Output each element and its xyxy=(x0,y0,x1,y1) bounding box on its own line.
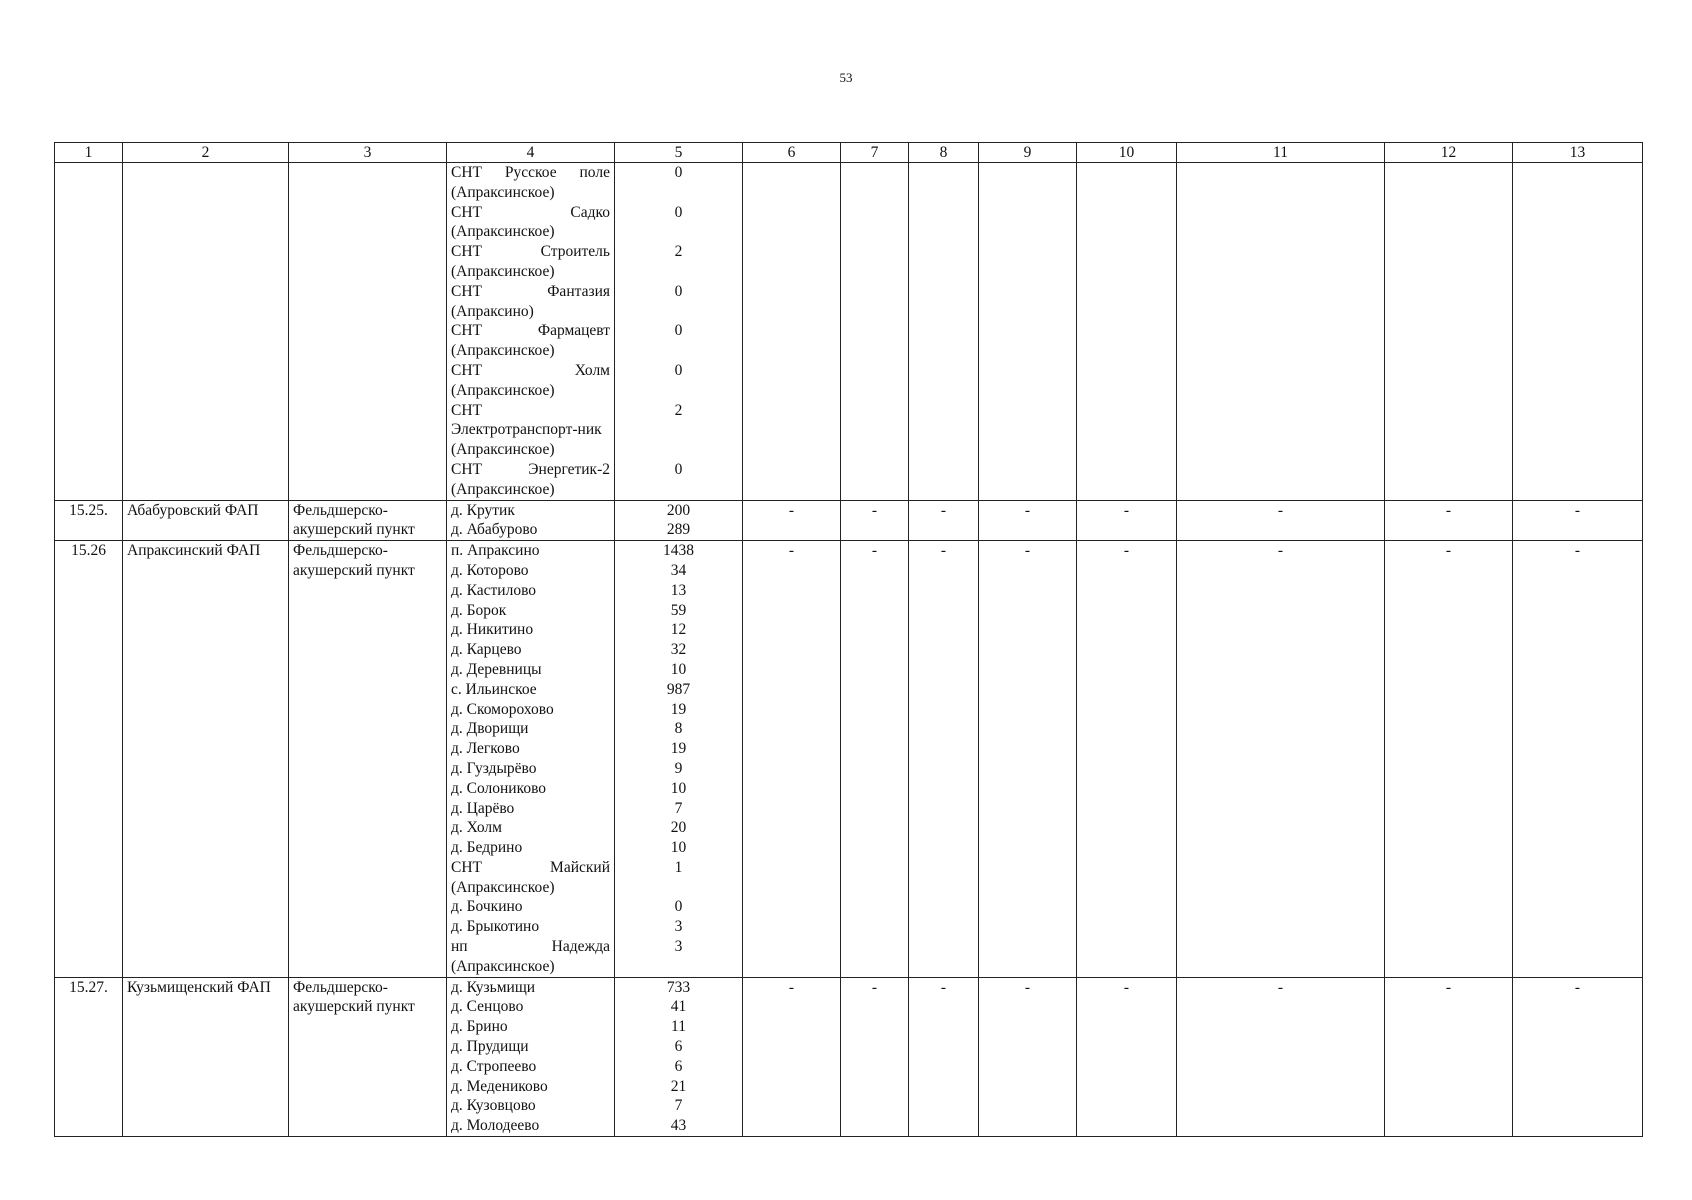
column-2-cell xyxy=(123,163,289,501)
population-value: 7 xyxy=(674,1097,683,1115)
dash-cell: - xyxy=(1177,500,1385,541)
settlement-name-line xyxy=(451,203,610,223)
settlement-cell xyxy=(447,977,615,1136)
dash-cell: - xyxy=(909,977,979,1136)
dash-cell: - xyxy=(1077,977,1177,1136)
settlement-entry xyxy=(451,799,610,819)
table-row xyxy=(55,500,1643,541)
settlement-name-rest: (Апраксинское) xyxy=(451,878,555,896)
settlement-word: СНТ xyxy=(451,401,482,419)
facility-name: Апраксинский ФАП xyxy=(123,541,289,978)
settlement-name-line xyxy=(451,282,610,302)
population-value: 3 xyxy=(674,938,683,956)
settlement-name: д. Царёво xyxy=(451,799,515,817)
dash-cell: - xyxy=(979,541,1077,978)
settlement-word: СНТ xyxy=(451,858,482,876)
settlement-name: д. Скоморохово xyxy=(451,700,554,718)
settlement-entry xyxy=(451,601,610,621)
dash-cell: - xyxy=(841,541,909,978)
settlement-name-line xyxy=(451,242,610,262)
settlement-name-rest: (Апраксино) xyxy=(451,302,534,320)
settlement-word: Надежда xyxy=(551,938,610,956)
settlement-entry xyxy=(451,640,610,660)
population-cell xyxy=(615,977,743,1136)
row-number: 15.25. xyxy=(55,500,123,541)
settlement-name-rest: Электротранспорт-ник (Апраксинское) xyxy=(451,421,602,459)
settlement-entry xyxy=(451,1077,610,1097)
settlement-entry xyxy=(451,620,610,640)
settlement-name: д. Никитино xyxy=(451,621,534,639)
settlement-name-line xyxy=(451,858,610,878)
settlement-word: СНТ xyxy=(451,361,482,379)
settlement-name-line xyxy=(451,401,610,421)
facility-name: Кузьмищенский ФАП xyxy=(123,977,289,1136)
settlement-entry xyxy=(451,739,610,759)
settlement-name: д. Прудищи xyxy=(451,1038,529,1056)
settlement-name: д. Солониково xyxy=(451,779,547,797)
settlement-entry xyxy=(451,282,610,322)
settlement-name-rest: (Апраксинское) xyxy=(451,480,555,498)
population-value: 8 xyxy=(674,720,683,738)
dash-cell: - xyxy=(979,500,1077,541)
dash-cell: - xyxy=(909,500,979,541)
settlement-name: д. Деревницы xyxy=(451,660,542,678)
settlement-word: Русское xyxy=(504,164,557,181)
settlement-word: Фармацевт xyxy=(537,322,610,340)
column-12-cell xyxy=(1385,163,1513,501)
population-value: 0 xyxy=(674,361,683,379)
population-value: 0 xyxy=(674,322,683,340)
population-value: 987 xyxy=(666,680,691,698)
population-value: 289 xyxy=(666,521,691,539)
settlement-name-line xyxy=(451,163,610,183)
table-row xyxy=(55,541,1643,978)
population-value: 200 xyxy=(666,501,691,519)
settlement-name: д. Абабурово xyxy=(451,521,538,539)
population-value: 3 xyxy=(674,918,683,936)
settlement-name: п. Апраксино xyxy=(451,542,540,560)
population-value: 9 xyxy=(674,759,683,777)
row-number: 15.27. xyxy=(55,977,123,1136)
settlement-entry xyxy=(451,401,610,460)
settlement-name: д. Дворищи xyxy=(451,720,529,738)
table-row xyxy=(55,977,1643,1136)
population-value: 43 xyxy=(670,1117,687,1135)
settlement-name-line xyxy=(451,460,610,480)
population-value: 59 xyxy=(670,601,687,619)
settlement-word: Холм xyxy=(574,361,610,379)
population-value: 1438 xyxy=(663,542,694,560)
settlement-entry xyxy=(451,520,610,540)
column-header-8: 8 xyxy=(909,143,979,163)
dash-cell: - xyxy=(1513,500,1643,541)
settlement-name-rest: (Апраксинское) xyxy=(451,957,555,975)
settlement-entry xyxy=(451,779,610,799)
settlement-cell xyxy=(447,541,615,978)
settlement-cell xyxy=(447,163,615,501)
dash-cell: - xyxy=(841,977,909,1136)
settlement-name-rest: (Апраксинское) xyxy=(451,183,555,201)
settlement-name: д. Легково xyxy=(451,740,520,758)
population-value: 0 xyxy=(674,898,683,916)
population-value: 1 xyxy=(674,858,683,876)
settlement-name-line xyxy=(451,937,610,957)
settlement-word: СНТ xyxy=(451,203,482,221)
population-cell xyxy=(615,163,743,501)
population-value: 0 xyxy=(674,282,683,300)
settlement-name: д. Крутик xyxy=(451,501,515,519)
settlement-name: д. Бедрино xyxy=(451,839,523,857)
settlement-name: д. Бочкино xyxy=(451,898,523,916)
settlement-word: СНТ xyxy=(451,460,482,478)
settlement-word: СНТ xyxy=(451,282,482,300)
column-header-4: 4 xyxy=(447,143,615,163)
column-header-5: 5 xyxy=(615,143,743,163)
settlement-entry xyxy=(451,858,610,898)
population-value: 0 xyxy=(674,164,683,181)
settlement-name: д. Кастилово xyxy=(451,581,537,599)
population-value: 21 xyxy=(670,1077,687,1095)
column-header-12: 12 xyxy=(1385,143,1513,163)
settlement-name-line xyxy=(451,321,610,341)
settlement-word: Фантазия xyxy=(547,282,610,300)
settlement-entry xyxy=(451,1116,610,1136)
population-value: 6 xyxy=(674,1038,683,1056)
settlement-name: д. Борок xyxy=(451,601,507,619)
settlement-entry xyxy=(451,1017,610,1037)
settlement-entry xyxy=(451,541,610,561)
settlement-entry xyxy=(451,978,610,998)
settlement-word: Майский xyxy=(550,858,610,876)
settlement-name: д. Кузовцово xyxy=(451,1097,536,1115)
settlement-name: д. Карцево xyxy=(451,641,522,659)
settlement-entry xyxy=(451,937,610,977)
population-value: 12 xyxy=(670,621,687,639)
settlement-entry xyxy=(451,203,610,243)
settlement-entry xyxy=(451,163,610,203)
settlement-name: д. Медениково xyxy=(451,1077,548,1095)
settlement-name: д. Кузьмищи xyxy=(451,978,536,996)
column-8-cell xyxy=(909,163,979,501)
dash-cell: - xyxy=(743,541,841,978)
settlement-name: д. Гуздырёво xyxy=(451,759,537,777)
table-row xyxy=(55,163,1643,501)
column-header-1: 1 xyxy=(55,143,123,163)
settlement-entry xyxy=(451,1037,610,1057)
column-1-cell xyxy=(55,163,123,501)
settlement-name: д. Сенцово xyxy=(451,998,524,1016)
settlement-entry xyxy=(451,460,610,500)
population-value: 32 xyxy=(670,641,687,659)
settlement-word: Садко xyxy=(570,203,610,221)
page-number: 53 xyxy=(839,70,853,85)
settlement-entry xyxy=(451,321,610,361)
settlement-cell xyxy=(447,500,615,541)
settlement-word: СНТ xyxy=(451,164,482,181)
facility-type: Фельдшерско-акушерский пункт xyxy=(289,541,447,978)
settlement-word: СНТ xyxy=(451,243,482,261)
settlement-name-rest: (Апраксинское) xyxy=(451,342,555,360)
column-6-cell xyxy=(743,163,841,501)
facility-type: Фельдшерско-акушерский пункт xyxy=(289,500,447,541)
settlement-entry xyxy=(451,660,610,680)
column-3-cell xyxy=(289,163,447,501)
column-11-cell xyxy=(1177,163,1385,501)
population-value: 34 xyxy=(670,561,687,579)
settlement-name: д. Холм xyxy=(451,819,502,837)
column-header-7: 7 xyxy=(841,143,909,163)
settlement-name: с. Ильинское xyxy=(451,680,537,698)
dash-cell: - xyxy=(841,500,909,541)
settlement-name-rest: (Апраксинское) xyxy=(451,223,555,241)
settlement-entry xyxy=(451,581,610,601)
settlement-name-rest: (Апраксинское) xyxy=(451,381,555,399)
column-7-cell xyxy=(841,163,909,501)
population-value: 10 xyxy=(670,660,687,678)
settlement-name: д. Молодеево xyxy=(451,1117,540,1135)
dash-cell: - xyxy=(979,977,1077,1136)
column-header-10: 10 xyxy=(1077,143,1177,163)
document-table xyxy=(54,142,1643,1137)
column-13-cell xyxy=(1513,163,1643,501)
header-row xyxy=(55,143,1643,163)
facility-type: Фельдшерско-акушерский пункт xyxy=(289,977,447,1136)
settlement-entry xyxy=(451,1057,610,1077)
settlement-word: поле xyxy=(579,164,610,181)
population-value: 41 xyxy=(670,998,687,1016)
settlement-word: Строитель xyxy=(540,243,610,261)
dash-cell: - xyxy=(1177,541,1385,978)
population-value: 2 xyxy=(674,401,683,419)
settlement-word: СНТ xyxy=(451,322,482,340)
settlement-name-line xyxy=(451,361,610,381)
column-header-3: 3 xyxy=(289,143,447,163)
population-value: 20 xyxy=(670,819,687,837)
column-header-6: 6 xyxy=(743,143,841,163)
population-value: 7 xyxy=(674,799,683,817)
dash-cell: - xyxy=(1385,977,1513,1136)
facility-name: Абабуровский ФАП xyxy=(123,500,289,541)
column-header-13: 13 xyxy=(1513,143,1643,163)
population-value: 6 xyxy=(674,1057,683,1075)
settlement-entry xyxy=(451,838,610,858)
population-value: 0 xyxy=(674,460,683,478)
column-header-9: 9 xyxy=(979,143,1077,163)
population-value: 19 xyxy=(670,740,687,758)
population-value: 10 xyxy=(670,779,687,797)
dash-cell: - xyxy=(1177,977,1385,1136)
settlement-entry xyxy=(451,719,610,739)
column-header-2: 2 xyxy=(123,143,289,163)
settlement-entry xyxy=(451,561,610,581)
dash-cell: - xyxy=(909,541,979,978)
settlement-entry xyxy=(451,680,610,700)
column-10-cell xyxy=(1077,163,1177,501)
population-value: 0 xyxy=(674,203,683,221)
settlement-word: нп xyxy=(451,938,468,956)
column-header-11: 11 xyxy=(1177,143,1385,163)
population-cell xyxy=(615,541,743,978)
population-value: 13 xyxy=(670,581,687,599)
settlement-entry xyxy=(451,897,610,917)
dash-cell: - xyxy=(1513,977,1643,1136)
settlement-entry xyxy=(451,700,610,720)
dash-cell: - xyxy=(1077,500,1177,541)
dash-cell: - xyxy=(1385,500,1513,541)
settlement-word: Энергетик-2 xyxy=(528,460,610,478)
population-value: 733 xyxy=(666,978,691,996)
population-value: 2 xyxy=(674,243,683,261)
settlement-name: д. Стропеево xyxy=(451,1057,537,1075)
settlement-entry xyxy=(451,997,610,1017)
settlement-name: д. Брыкотино xyxy=(451,918,540,936)
population-value: 10 xyxy=(670,839,687,857)
population-value: 11 xyxy=(671,1018,686,1036)
settlement-name-rest: (Апраксинское) xyxy=(451,262,555,280)
dash-cell: - xyxy=(743,977,841,1136)
dash-cell: - xyxy=(1513,541,1643,978)
settlement-entry xyxy=(451,1096,610,1116)
population-value: 19 xyxy=(670,700,687,718)
dash-cell: - xyxy=(1385,541,1513,978)
row-number: 15.26 xyxy=(55,541,123,978)
settlement-entry xyxy=(451,361,610,401)
column-9-cell xyxy=(979,163,1077,501)
settlement-name: д. Брино xyxy=(451,1018,508,1036)
settlement-entry xyxy=(451,242,610,282)
settlement-entry xyxy=(451,501,610,521)
dash-cell: - xyxy=(743,500,841,541)
dash-cell: - xyxy=(1077,541,1177,978)
settlement-name: д. Которово xyxy=(451,561,529,579)
settlement-entry xyxy=(451,759,610,779)
settlement-entry xyxy=(451,917,610,937)
population-cell xyxy=(615,500,743,541)
settlement-entry xyxy=(451,818,610,838)
